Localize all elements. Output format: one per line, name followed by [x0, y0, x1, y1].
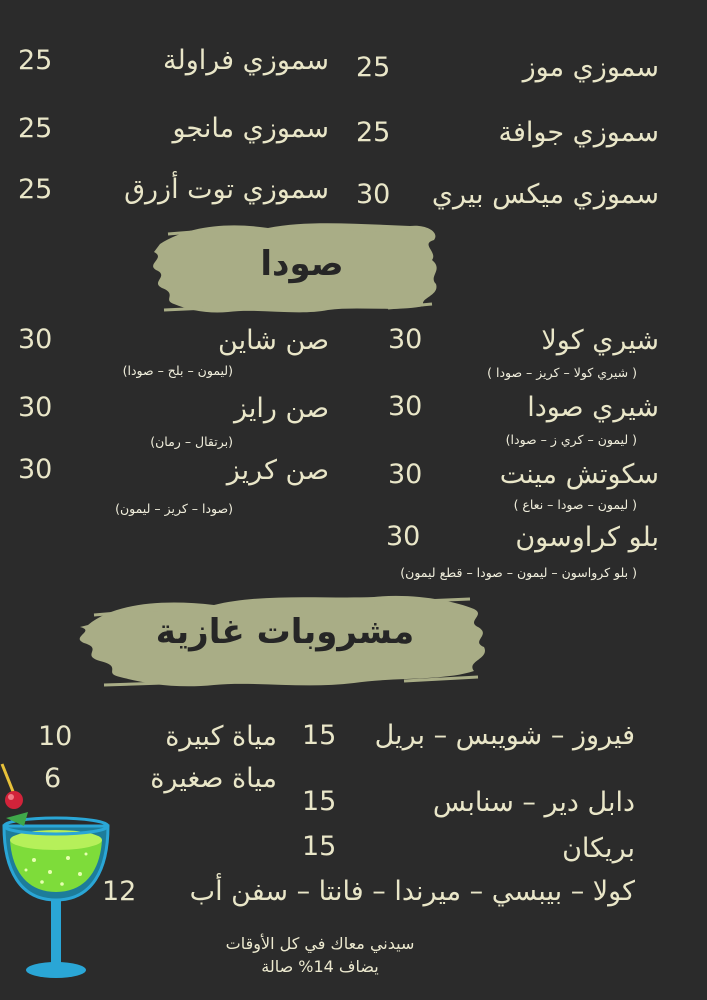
menu-item-description: ( ليمون – كري ز – صودا) [505, 432, 637, 447]
menu-item-price: 30 [388, 391, 423, 422]
menu-item-price: 6 [44, 763, 62, 794]
menu-item-price: 30 [386, 521, 421, 552]
menu-item-name: شيري صودا [527, 392, 659, 423]
menu-item-description: ( بلو كرواسون – ليمون – صودا – قطع ليمون) [400, 565, 637, 580]
menu-item-name: سموزي فراولة [163, 45, 329, 76]
menu-item-name: صن كريز [226, 455, 329, 486]
menu-item-price: 25 [18, 113, 53, 144]
menu-item-price: 15 [302, 831, 337, 862]
footer-slogan: سيدني معاك في كل الأوقات [225, 934, 415, 953]
menu-item-name: بلو كراوسون [515, 522, 659, 553]
menu-item-name: سكوتش مينت [499, 459, 659, 490]
section-title-soft-drinks: مشروبات غازية [155, 612, 415, 652]
menu-item-name: صن شاين [218, 325, 329, 356]
menu-item-price: 30 [18, 392, 53, 423]
menu-item-price: 25 [356, 52, 391, 83]
menu-item-name: سموزي جوافة [498, 117, 659, 148]
menu-item-description: (صودا – كريز – ليمون) [115, 501, 233, 516]
menu-item-name: بريكان [562, 833, 635, 864]
section-title-soda: صودا [260, 244, 344, 284]
menu-item-description: ( ليمون – صودا – نعاع ) [513, 497, 637, 512]
cocktail-glass-icon [0, 760, 112, 982]
menu-item-price: 25 [18, 45, 53, 76]
menu-item-price: 12 [102, 876, 137, 907]
menu-item-price: 15 [302, 720, 337, 751]
menu-item-name: سموزي موز [522, 52, 659, 83]
footer-service-charge: يضاف 14% صالة [261, 957, 379, 976]
menu-item-description: (برتقال – رمان) [150, 434, 233, 449]
menu-item-name: فيروز – شويبس – بريل [374, 720, 635, 751]
menu-item-price: 25 [356, 117, 391, 148]
menu-item-price: 30 [356, 179, 391, 210]
menu-item-name: سموزي ميكس بيري [431, 179, 659, 210]
menu-item-name: مياة كبيرة [165, 721, 277, 752]
menu-item-name: كولا – بيبسي – ميرندا – فانتا – سفن أب [189, 876, 635, 907]
menu-item-price: 25 [18, 174, 53, 205]
menu-item-name: سموزي مانجو [172, 113, 329, 144]
menu-item-price: 30 [388, 324, 423, 355]
menu-item-price: 30 [18, 454, 53, 485]
menu-item-name: دابل دير – سنابس [432, 787, 635, 818]
menu-item-price: 10 [38, 721, 73, 752]
menu-item-price: 15 [302, 786, 337, 817]
menu-item-description: (ليمون – بلح – صودا) [122, 363, 233, 378]
menu-item-price: 30 [18, 324, 53, 355]
menu-item-name: مياة صغيرة [150, 763, 277, 794]
menu-item-name: صن رايز [233, 393, 329, 424]
menu-item-name: شيري كولا [541, 325, 659, 356]
menu-item-name: سموزي توت أزرق [124, 174, 329, 205]
menu-item-description: ( شيري كولا – كريز – صودا ) [487, 365, 637, 380]
menu-item-price: 30 [388, 459, 423, 490]
